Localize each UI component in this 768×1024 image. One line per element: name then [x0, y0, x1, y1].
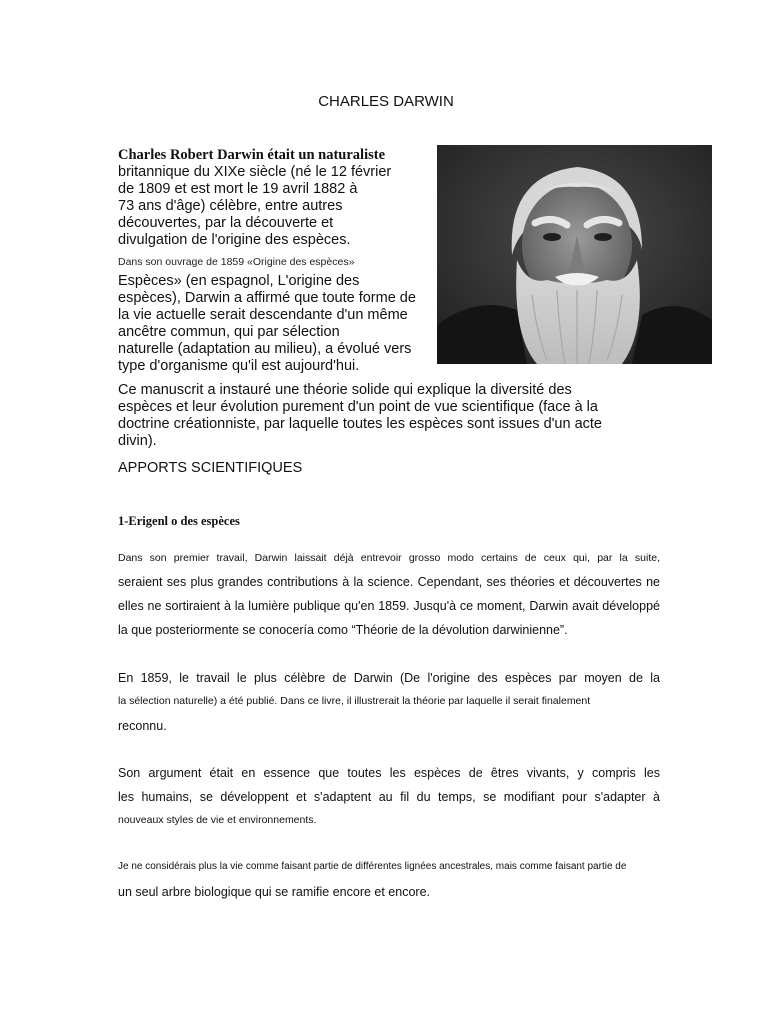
origin-line: type d'organisme qu'il est aujourd'hui.	[118, 358, 360, 374]
origin-line: espèces), Darwin a affirmé que toute forme de	[118, 290, 416, 306]
heading-apports: APPORTS SCIENTIFIQUES	[118, 460, 303, 476]
body-line: elles ne sortiraient à la lumière publique qu'en 1859. Jusqu'à ce moment, Darwin avait développé	[118, 599, 660, 613]
origin-line: naturelle (adaptation au milieu), a évolué vers	[118, 341, 412, 357]
body-line: Je ne considérais plus la vie comme faisant partie de différentes lignées ancestrales, mais comme faisant partie de	[118, 861, 627, 872]
theory-paragraph	[118, 382, 618, 450]
body-line: la sélection naturelle) a été publié. Dans ce livre, il illustrerait la théorie par laquelle il serait finalement	[118, 695, 591, 707]
intro-line: découvertes, par la découverte et	[118, 215, 334, 231]
body-line: nouveaux styles de vie et environnements.	[118, 814, 317, 826]
origin-paragraph	[118, 273, 438, 375]
intro-line: britannique du XIXe siècle (né le 12 février	[118, 164, 392, 180]
darwin-portrait	[437, 145, 712, 364]
intro-lead: Charles Robert Darwin était un naturaliste	[118, 147, 386, 163]
work-note: Dans son ouvrage de 1859 «Origine des espèces»	[118, 256, 355, 268]
heading-section: 1-Erigenl o des espèces	[118, 514, 240, 528]
theory-line: doctrine créationniste, par laquelle toutes les espèces sont issues d'un acte	[118, 416, 602, 432]
body-line: un seul arbre biologique qui se ramifie encore et encore.	[118, 885, 430, 899]
intro-paragraph	[118, 147, 433, 249]
theory-line: Ce manuscrit a instauré une théorie solide qui explique la diversité des	[118, 382, 572, 398]
body-line: reconnu.	[118, 719, 167, 733]
origin-line: ancêtre commun, qui par sélection	[118, 324, 340, 340]
intro-line: divulgation de l'origine des espèces.	[118, 232, 351, 248]
origin-line: la vie actuelle serait descendante d'un même	[118, 307, 408, 323]
intro-line: 73 ans d'âge) célèbre, entre autres	[118, 198, 343, 214]
page-title: CHARLES DARWIN	[318, 93, 454, 110]
body-line: la que posteriormente se conocería como “Théorie de la dévolution darwinienne”.	[118, 623, 568, 637]
origin-line: Espèces» (en espagnol, L'origine des	[118, 273, 360, 289]
body-line: Dans son premier travail, Darwin laissait déjà entrevoir grosso modo certains de ceux qui, par la suite,	[118, 552, 660, 564]
body-line: les humains, se développent et s'adaptent au fil du temps, se modifiant pour s'adapter à	[118, 790, 660, 804]
theory-line: divin).	[118, 433, 157, 449]
body-line: En 1859, le travail le plus célèbre de Darwin (De l'origine des espèces par moyen de la	[118, 671, 660, 685]
darwin-portrait-illustration	[437, 145, 712, 364]
intro-line: de 1809 et est mort le 19 avril 1882 à	[118, 181, 358, 197]
body-line: Son argument était en essence que toutes les espèces de êtres vivants, y compris les	[118, 766, 660, 780]
body-line: seraient ses plus grandes contributions à la science. Cependant, ses théories et découvertes ne	[118, 575, 660, 589]
theory-line: espèces et leur évolution purement d'un point de vue scientifique (face à la	[118, 399, 598, 415]
